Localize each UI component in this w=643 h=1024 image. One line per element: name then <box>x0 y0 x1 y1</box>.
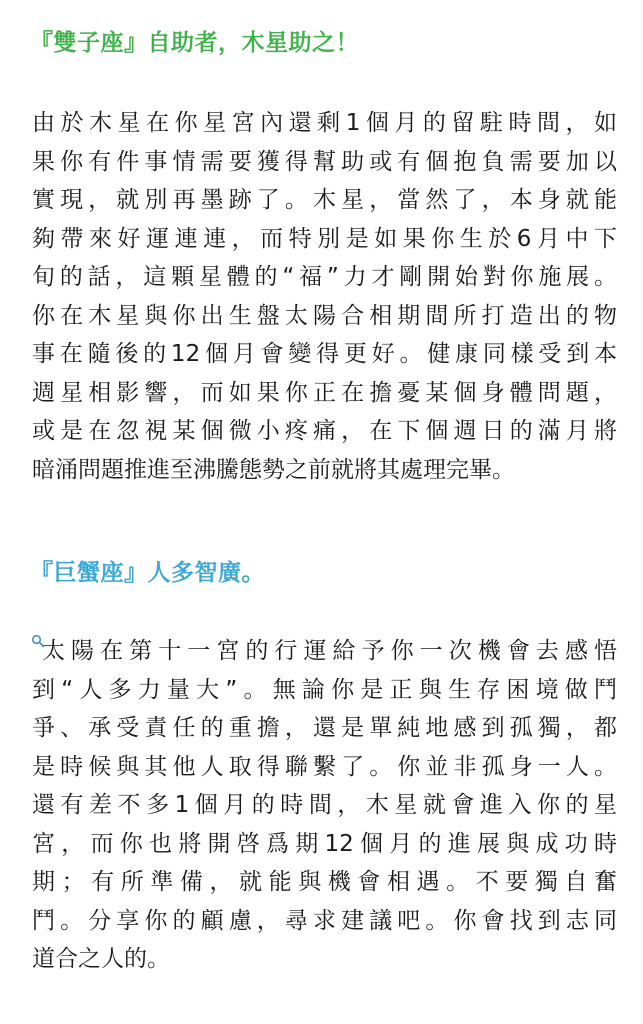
paragraph-line: 太陽在第十一宮的行運給予你一次機會去感悟 <box>42 638 617 664</box>
paragraph-line: 到“人多力量大”。無論你是正與生存困境做鬥 <box>32 676 617 703</box>
paragraph-line: 還有差不多1個月的時間，木星就會進入你的星 <box>32 792 617 818</box>
paragraph-line: 實現，就別再墨跡了。木星，當然了，本身就能 <box>32 187 617 213</box>
paragraph-line: 夠帶來好運連連，而特別是如果你生於6月中下 <box>32 225 617 252</box>
paragraph-line: 期；有所準備，就能與機會相遇。不要獨自奮 <box>32 869 617 895</box>
paragraph-line: 週星相影響，而如果你正在擔憂某個身體問題， <box>32 379 617 406</box>
paragraph-line: 宮，而你也將開啓爲期12個月的進展與成功時 <box>32 830 617 857</box>
paragraph-line: 道合之人的。 <box>32 946 170 972</box>
cancer-paragraph <box>32 632 617 979</box>
gemini-paragraph <box>32 104 617 489</box>
paragraph-line: 鬥。分享你的顧慮，尋求建議吧。你會找到志同 <box>32 907 617 934</box>
paragraph-line: 果你有件事情需要獲得幫助或有個抱負需要加以 <box>32 148 617 175</box>
paragraph-line: 你在木星與你出生盤太陽合相期間所打造出的物 <box>32 302 617 329</box>
paragraph-line: 或是在忽視某個微小疼痛，在下個週日的滿月將 <box>32 418 617 444</box>
paragraph-line: 事在隨後的12個月會變得更好。健康同樣受到本 <box>32 341 617 367</box>
paragraph-line: 旬的話，這顆星體的“福”力才剛開始對你施展。 <box>32 264 617 290</box>
paragraph-line: 爭、承受責任的重擔，還是單純地感到孤獨，都 <box>32 715 617 741</box>
paragraph-line: 是時候與其他人取得聯繫了。你並非孤身一人。 <box>32 753 617 780</box>
paragraph-line: 暗涌問題推進至沸騰態勢之前就將其處理完畢。 <box>32 456 515 483</box>
gemini-heading: 『雙子座』自助者，木星助之！ <box>30 30 359 56</box>
paragraph-line: 由於木星在你星宮內還剩1個月的留駐時間，如 <box>32 110 617 136</box>
cancer-heading: 『巨蟹座』人多智廣。 <box>30 560 265 586</box>
